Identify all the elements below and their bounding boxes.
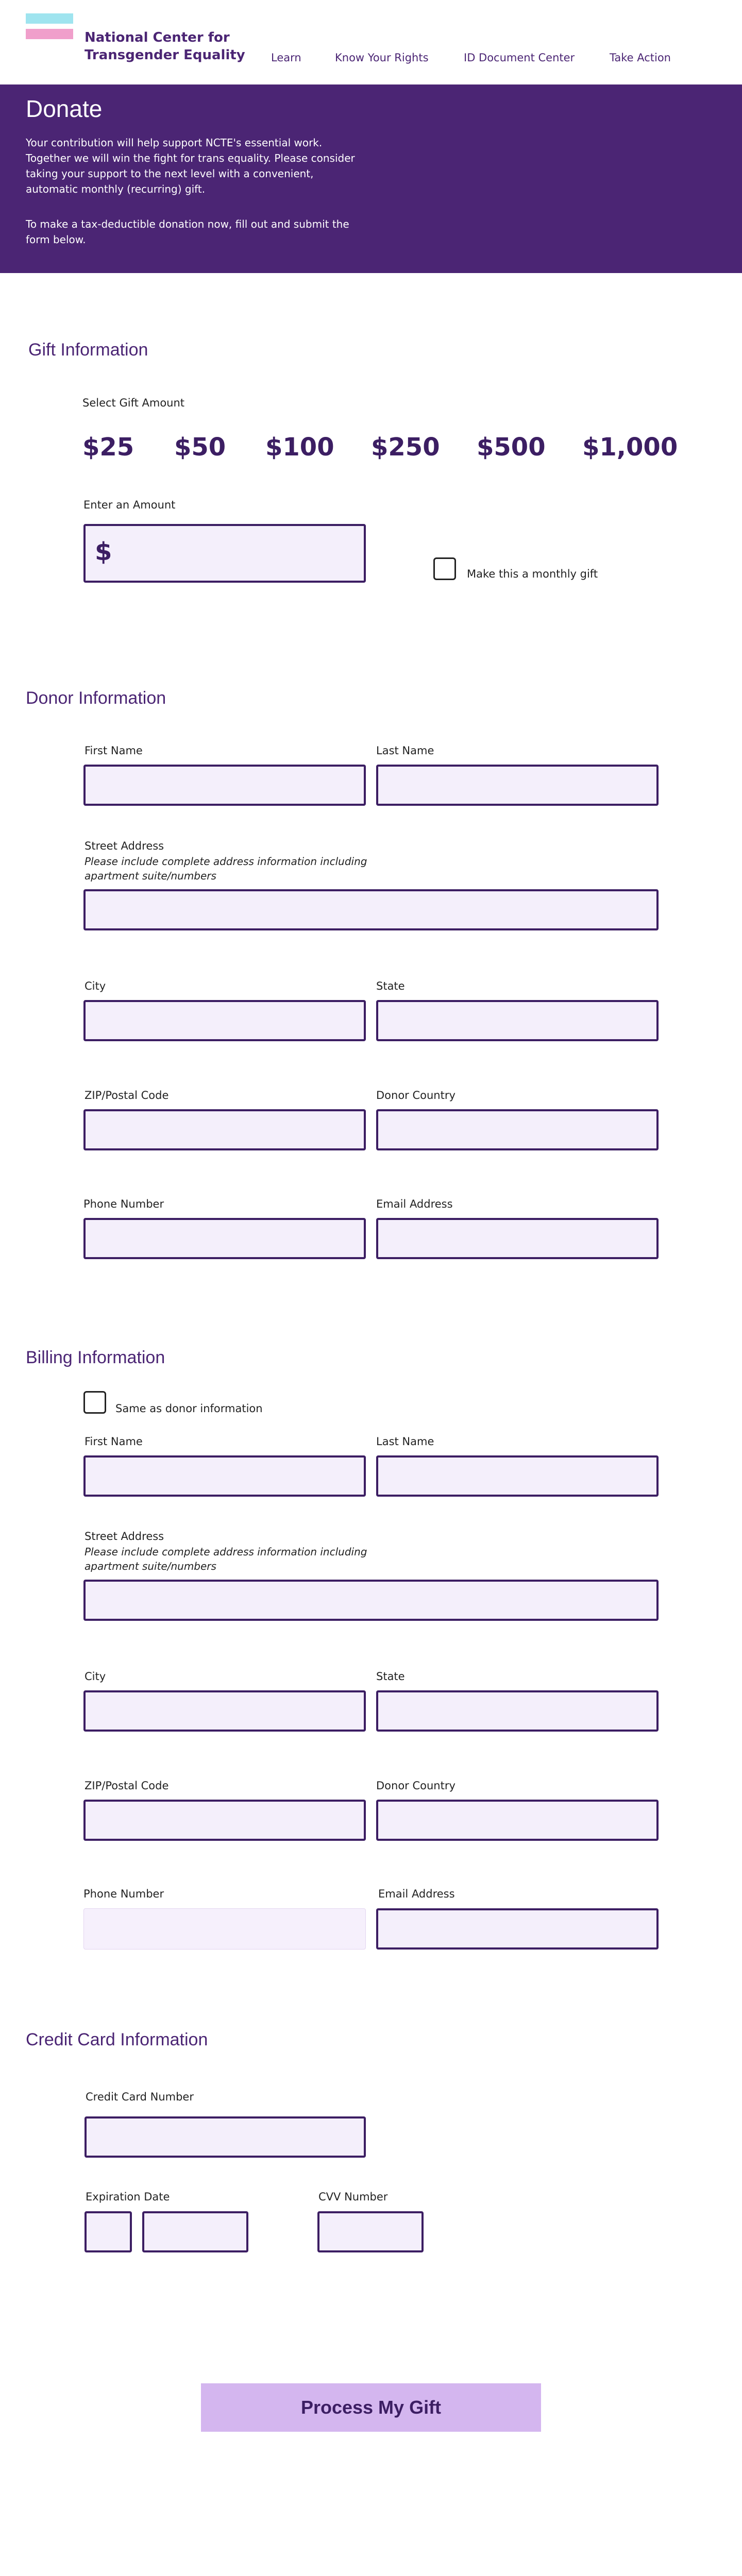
card-number-input[interactable] xyxy=(85,2116,366,2158)
donor-first-name-input[interactable] xyxy=(83,765,366,806)
same-as-donor-label: Same as donor information xyxy=(115,1402,263,1415)
billing-state-label: State xyxy=(376,1670,405,1683)
donor-city-label: City xyxy=(85,980,106,992)
donor-phone-label: Phone Number xyxy=(83,1198,164,1210)
expiration-label: Expiration Date xyxy=(86,2191,170,2203)
donor-first-name-label: First Name xyxy=(85,744,143,757)
card-section-title: Credit Card Information xyxy=(26,2030,208,2049)
donor-street-note xyxy=(85,854,367,883)
page-title: Donate xyxy=(26,95,103,122)
logo-pink-stripe xyxy=(26,29,73,39)
billing-street-note-line1: Please include complete address information including xyxy=(85,1546,367,1558)
billing-last-name-label: Last Name xyxy=(376,1435,434,1448)
nav-id-document-center[interactable]: ID Document Center xyxy=(464,52,575,64)
billing-street-input[interactable] xyxy=(83,1580,659,1621)
cvv-label: CVV Number xyxy=(318,2191,388,2203)
donor-email-input[interactable] xyxy=(376,1218,659,1259)
donor-zip-input[interactable] xyxy=(83,1109,366,1150)
expiration-month-input[interactable] xyxy=(85,2211,132,2252)
amount-100-button[interactable]: $100 xyxy=(265,433,334,462)
hero-instructions: To make a tax-deductible donation now, fill out and submit the form below. xyxy=(26,218,349,246)
billing-phone-input[interactable] xyxy=(83,1908,366,1950)
gift-section-title: Gift Information xyxy=(28,340,148,360)
nav-know-your-rights[interactable]: Know Your Rights xyxy=(335,52,429,64)
billing-email-input[interactable] xyxy=(376,1908,659,1950)
donor-state-input[interactable] xyxy=(376,1000,659,1041)
billing-country-label: Donor Country xyxy=(376,1780,456,1792)
amount-500-button[interactable]: $500 xyxy=(477,433,546,462)
donor-street-note-line1: Please include complete address information including xyxy=(85,855,367,868)
hero-banner xyxy=(0,84,742,273)
billing-first-name-label: First Name xyxy=(85,1435,143,1448)
billing-city-label: City xyxy=(85,1670,106,1683)
billing-section-title: Billing Information xyxy=(26,1348,165,1367)
billing-phone-label: Phone Number xyxy=(83,1888,164,1900)
donor-section-title: Donor Information xyxy=(26,688,166,708)
enter-amount-label: Enter an Amount xyxy=(83,499,176,511)
currency-symbol: $ xyxy=(95,537,112,566)
process-gift-button[interactable]: Process My Gift xyxy=(201,2383,541,2432)
amount-50-button[interactable]: $50 xyxy=(174,433,226,462)
amount-25-button[interactable]: $25 xyxy=(82,433,134,462)
billing-email-label: Email Address xyxy=(378,1888,455,1900)
org-name-line2: Transgender Equality xyxy=(85,47,245,63)
monthly-gift-checkbox[interactable] xyxy=(433,557,456,580)
donor-zip-label: ZIP/Postal Code xyxy=(85,1089,169,1101)
site-logo-text[interactable] xyxy=(85,29,245,64)
logo-flags[interactable] xyxy=(26,13,73,44)
expiration-year-input[interactable] xyxy=(142,2211,248,2252)
monthly-gift-label: Make this a monthly gift xyxy=(467,568,598,580)
select-gift-label: Select Gift Amount xyxy=(82,397,185,409)
billing-street-note xyxy=(85,1545,367,1573)
org-name-line1: National Center for xyxy=(85,30,230,45)
donor-street-note-line2: apartment suite/numbers xyxy=(85,870,216,882)
amount-input[interactable] xyxy=(83,524,366,583)
billing-first-name-input[interactable] xyxy=(83,1455,366,1497)
billing-state-input[interactable] xyxy=(376,1690,659,1732)
donor-last-name-label: Last Name xyxy=(376,744,434,757)
logo-blue-stripe xyxy=(26,13,73,24)
donor-country-input[interactable] xyxy=(376,1109,659,1150)
card-number-label: Credit Card Number xyxy=(86,2091,194,2103)
donor-country-label: Donor Country xyxy=(376,1089,456,1101)
donor-street-input[interactable] xyxy=(83,889,659,930)
billing-street-label: Street Address xyxy=(85,1530,164,1543)
billing-zip-label: ZIP/Postal Code xyxy=(85,1780,169,1792)
donor-street-label: Street Address xyxy=(85,840,164,852)
billing-zip-input[interactable] xyxy=(83,1800,366,1841)
site-header xyxy=(0,0,742,84)
cvv-input[interactable] xyxy=(317,2211,424,2252)
billing-street-note-line2: apartment suite/numbers xyxy=(85,1560,216,1572)
amount-1000-button[interactable]: $1,000 xyxy=(582,433,678,462)
donor-last-name-input[interactable] xyxy=(376,765,659,806)
nav-take-action[interactable]: Take Action xyxy=(610,52,671,64)
donor-state-label: State xyxy=(376,980,405,992)
billing-last-name-input[interactable] xyxy=(376,1455,659,1497)
hero-intro: Your contribution will help support NCTE's essential work. Together we will win the fight for trans equality. Please consider taking your support to the next level with a convenient, automatic monthly (recurring) gift. xyxy=(26,137,355,195)
amount-250-button[interactable]: $250 xyxy=(371,433,440,462)
same-as-donor-checkbox[interactable] xyxy=(83,1391,106,1414)
billing-country-input[interactable] xyxy=(376,1800,659,1841)
nav-learn[interactable]: Learn xyxy=(271,52,301,64)
donor-phone-input[interactable] xyxy=(83,1218,366,1259)
billing-city-input[interactable] xyxy=(83,1690,366,1732)
donor-city-input[interactable] xyxy=(83,1000,366,1041)
donor-email-label: Email Address xyxy=(376,1198,453,1210)
